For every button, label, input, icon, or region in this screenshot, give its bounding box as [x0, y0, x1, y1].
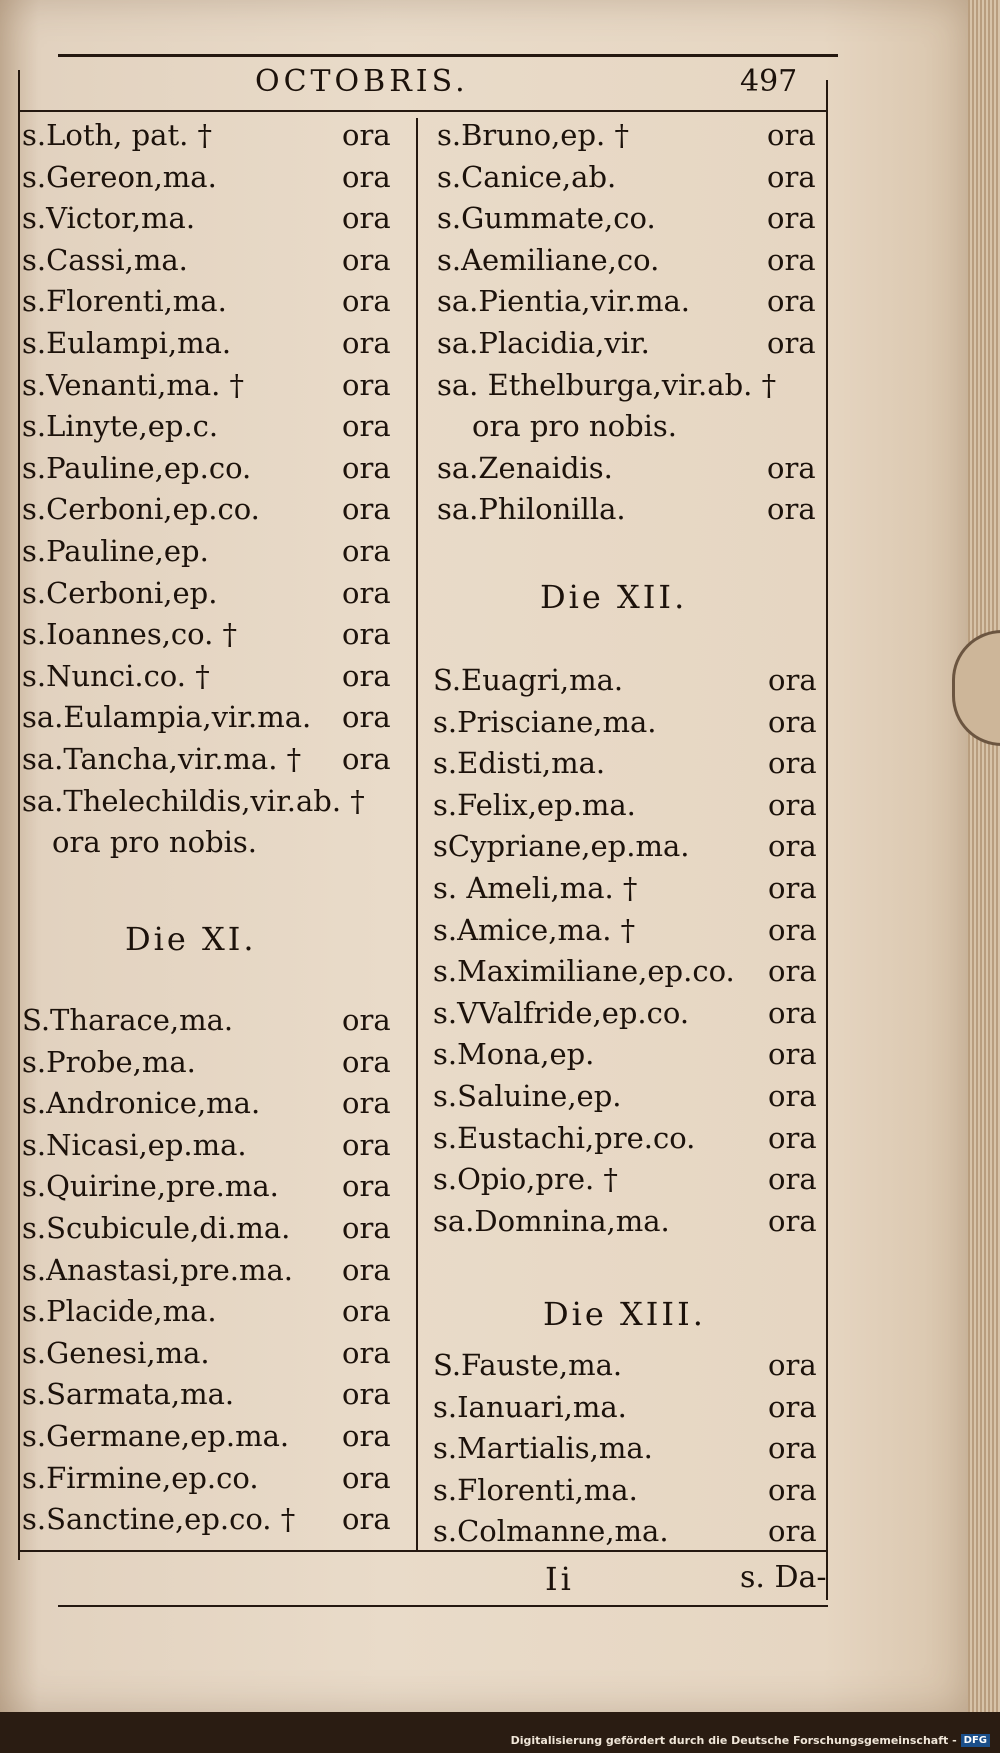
saint-name: s.Ioannes,co. †	[22, 617, 238, 652]
response-ora: ora	[768, 954, 817, 989]
response-ora: ora	[768, 1203, 817, 1238]
response-ora: ora	[342, 201, 391, 236]
saint-name: s.Florenti,ma.	[433, 1472, 638, 1507]
response-ora: ora	[342, 1335, 391, 1370]
saint-name: s.Bruno,ep. †	[437, 118, 629, 152]
response-ora: ora	[342, 326, 391, 360]
response-ora: ora	[342, 118, 391, 152]
response-ora: ora	[768, 995, 817, 1030]
response-ora: ora	[768, 1037, 817, 1072]
response-ora: ora	[342, 1086, 391, 1121]
response-ora: ora	[767, 159, 816, 194]
response-ora: ora	[342, 409, 391, 444]
saint-name: S.Tharace,ma.	[22, 1003, 234, 1037]
response-ora: ora	[768, 1079, 817, 1113]
saint-name: s.Eulampi,ma.	[22, 326, 232, 360]
saint-name: s.Gummate,co.	[437, 201, 656, 236]
saint-name: ora pro nobis.	[472, 409, 678, 444]
saint-name: sa.Tancha,vir.ma. †	[22, 742, 302, 776]
saint-name: s.Cassi,ma.	[22, 242, 188, 277]
saint-name: sa.Placidia,vir.	[437, 326, 650, 360]
saint-name: s.Quirine,pre.ma.	[22, 1169, 279, 1204]
saint-name: s.Sanctine,ep.co. †	[22, 1502, 296, 1537]
response-ora: ora	[342, 1419, 391, 1453]
saint-name: s.Aemiliane,co.	[437, 242, 660, 277]
left-border	[18, 70, 20, 1560]
response-ora: ora	[767, 450, 816, 485]
response-ora: ora	[767, 284, 816, 319]
saint-name: S.Fauste,ma.	[433, 1348, 623, 1382]
response-ora: ora	[342, 658, 391, 693]
saint-name: s.Martialis,ma.	[433, 1431, 653, 1466]
credit-line	[511, 1734, 990, 1747]
day-heading: Die XI.	[125, 920, 257, 958]
response-ora: ora	[768, 829, 817, 864]
day-heading: Die XII.	[540, 578, 688, 616]
right-border	[826, 80, 828, 1600]
saint-name: s.VValfride,ep.co.	[433, 995, 690, 1030]
signature-mark: Ii	[545, 1560, 574, 1598]
saint-name: s.Nunci.co. †	[22, 658, 210, 693]
response-ora: ora	[342, 700, 391, 735]
saint-name: sa.Thelechildis,vir.ab. †	[22, 783, 365, 818]
saint-name: ora pro nobis.	[52, 825, 258, 860]
catchword: s. Da-	[740, 1560, 827, 1595]
top-rule	[58, 54, 838, 57]
response-ora: ora	[767, 201, 816, 236]
credit-bar	[0, 1712, 1000, 1753]
response-ora: ora	[342, 1377, 391, 1412]
saint-name: s.Cerboni,ep.	[22, 575, 218, 610]
response-ora: ora	[342, 284, 391, 319]
response-ora: ora	[342, 575, 391, 610]
saint-name: s.Anastasi,pre.ma.	[22, 1252, 294, 1287]
response-ora: ora	[342, 367, 391, 402]
response-ora: ora	[768, 746, 817, 781]
response-ora: ora	[768, 1472, 817, 1507]
saint-name: s.Firmine,ep.co.	[22, 1460, 259, 1495]
bottom-rule	[18, 1550, 828, 1552]
saint-name: s. Ameli,ma. †	[433, 871, 638, 905]
column-divider	[416, 118, 418, 1550]
saint-name: s.Edisti,ma.	[433, 746, 606, 781]
saint-name: s.Colmanne,ma.	[433, 1514, 669, 1549]
running-title: OCTOBRIS.	[255, 64, 469, 99]
response-ora: ora	[768, 787, 817, 822]
saint-name: s.Placide,ma.	[22, 1294, 217, 1329]
saint-name: s.Nicasi,ep.ma.	[22, 1127, 247, 1162]
response-ora: ora	[768, 912, 817, 947]
saint-name: sa.Pientia,vir.ma.	[437, 284, 691, 319]
response-ora: ora	[342, 1294, 391, 1329]
saint-name: sa.Eulampia,vir.ma.	[22, 700, 312, 735]
saint-name: s.Pauline,ep.co.	[22, 450, 252, 485]
response-ora: ora	[768, 1348, 817, 1382]
day-heading: Die XIII.	[543, 1295, 706, 1333]
saint-name: s.Amice,ma. †	[433, 912, 636, 947]
dfg-logo-icon: DFG	[961, 1734, 990, 1747]
page-edge	[968, 0, 1000, 1712]
saint-name: s.Probe,ma.	[22, 1044, 196, 1079]
saint-name: sa.Philonilla.	[437, 492, 626, 527]
saint-name: s.Victor,ma.	[22, 201, 196, 236]
response-ora: ora	[768, 1389, 817, 1424]
saint-name: s.Ianuari,ma.	[433, 1389, 627, 1424]
saint-name: s.Eustachi,pre.co.	[433, 1120, 696, 1155]
response-ora: ora	[768, 704, 817, 739]
saint-name: s.Maximiliane,ep.co.	[433, 954, 735, 989]
saint-name: s.Germane,ep.ma.	[22, 1419, 290, 1453]
folio-number: 497	[740, 64, 798, 99]
response-ora: ora	[768, 663, 817, 697]
saint-name: s.Loth, pat. †	[22, 118, 213, 152]
response-ora: ora	[342, 450, 391, 485]
response-ora: ora	[768, 1431, 817, 1466]
saint-name: s.Felix,ep.ma.	[433, 787, 636, 822]
response-ora: ora	[342, 1211, 391, 1245]
saint-name: s.Gereon,ma.	[22, 159, 217, 194]
response-ora: ora	[342, 617, 391, 652]
response-ora: ora	[767, 118, 816, 152]
response-ora: ora	[342, 742, 391, 776]
saint-name: sCypriane,ep.ma.	[433, 829, 690, 864]
response-ora: ora	[342, 1460, 391, 1495]
response-ora: ora	[342, 492, 391, 527]
response-ora: ora	[768, 1120, 817, 1155]
response-ora: ora	[342, 534, 391, 568]
response-ora: ora	[342, 1044, 391, 1079]
saint-name: s.Venanti,ma. †	[22, 367, 245, 402]
response-ora: ora	[342, 159, 391, 194]
response-ora: ora	[768, 1514, 817, 1549]
response-ora: ora	[342, 1502, 391, 1537]
saint-name: sa.Domnina,ma.	[433, 1203, 670, 1238]
saint-name: s.Saluine,ep.	[433, 1079, 622, 1113]
response-ora: ora	[342, 1003, 391, 1037]
saint-name: s.Scubicule,di.ma.	[22, 1211, 291, 1245]
saint-name: s.Canice,ab.	[437, 159, 617, 194]
response-ora: ora	[768, 1162, 817, 1197]
credit-text: Digitalisierung gefördert durch die Deutsche Forschungsgemeinschaft -	[510, 1734, 957, 1747]
response-ora: ora	[767, 326, 816, 360]
saint-name: s.Andronice,ma.	[22, 1086, 261, 1121]
response-ora: ora	[768, 871, 817, 905]
response-ora: ora	[767, 242, 816, 277]
response-ora: ora	[342, 1252, 391, 1287]
saint-name: sa. Ethelburga,vir.ab. †	[437, 367, 777, 402]
saint-name: s.Prisciane,ma.	[433, 704, 657, 739]
saint-name: s.Genesi,ma.	[22, 1335, 210, 1370]
saint-name: S.Euagri,ma.	[433, 663, 624, 697]
saint-name: s.Florenti,ma.	[22, 284, 227, 319]
saint-name: s.Pauline,ep.	[22, 534, 209, 568]
saint-name: s.Linyte,ep.c.	[22, 409, 219, 444]
saint-name: s.Sarmata,ma.	[22, 1377, 235, 1412]
response-ora: ora	[342, 1169, 391, 1204]
lowest-rule	[58, 1605, 828, 1607]
saint-name: sa.Zenaidis.	[437, 450, 613, 485]
response-ora: ora	[342, 242, 391, 277]
response-ora: ora	[767, 492, 816, 527]
header-rule	[18, 110, 828, 112]
saint-name: s.Cerboni,ep.co.	[22, 492, 260, 527]
saint-name: s.Mona,ep.	[433, 1037, 595, 1072]
response-ora: ora	[342, 1127, 391, 1162]
saint-name: s.Opio,pre. †	[433, 1162, 618, 1197]
